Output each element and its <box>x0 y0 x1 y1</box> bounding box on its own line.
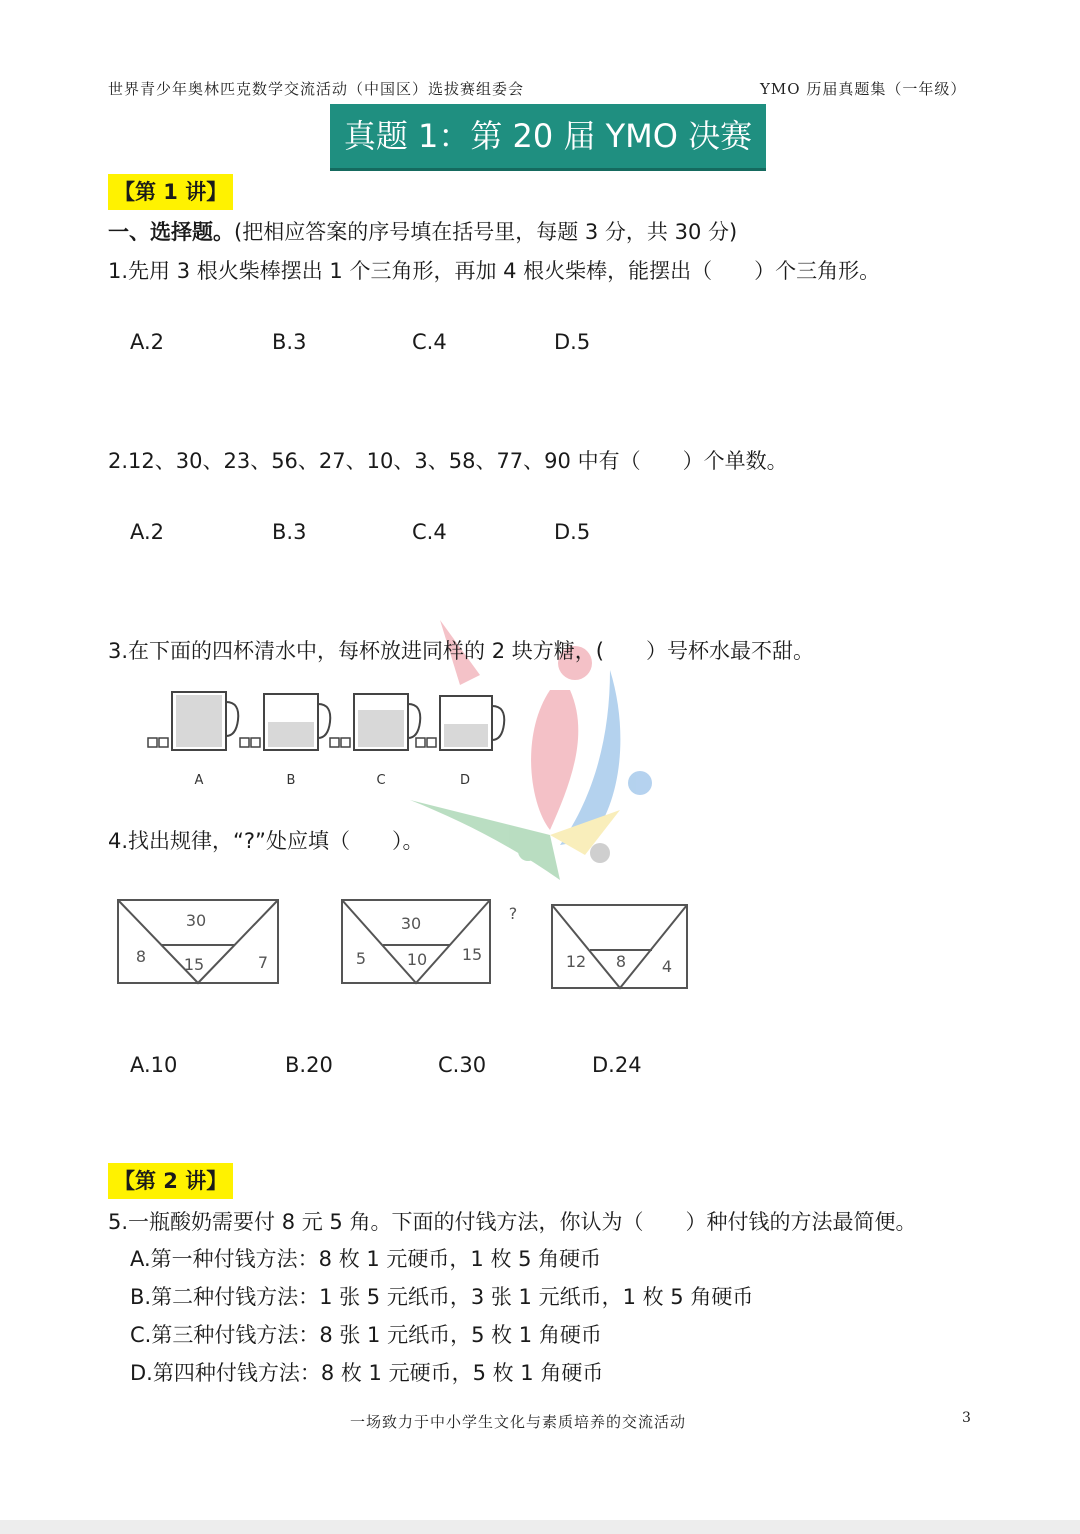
fig3-right: 4 <box>661 957 673 976</box>
fig3-center: 8 <box>615 952 627 971</box>
question-1-text: 1.先用 3 根火柴棒摆出 1 个三角形，再加 4 根火柴棒，能摆出（ ）个三角形。 <box>108 259 881 283</box>
footer-slogan: 一场致力于中小学生文化与素质培养的交流活动 <box>350 1413 687 1431</box>
q5-option-a: A.第一种付钱方法：8 枚 1 元硬币，1 枚 5 角硬币 <box>130 1247 602 1271</box>
cup-a <box>148 692 238 788</box>
page-number: 3 <box>962 1410 972 1426</box>
q5-option-d: D.第四种付钱方法：8 枚 1 元硬币，5 枚 1 角硬币 <box>130 1361 604 1385</box>
cup-b <box>240 694 330 788</box>
cups-figure <box>140 680 520 795</box>
cup-label-a: A <box>194 773 204 788</box>
header-organizer: 世界青少年奥林匹克数学交流活动（中国区）选拔赛组委会 <box>108 80 525 98</box>
cup-label-d: D <box>459 773 471 788</box>
fig1-top: 30 <box>185 911 207 930</box>
q1-option-c: C.4 <box>412 330 447 354</box>
q1-option-b: B.3 <box>272 330 307 354</box>
lecture-2-label: 【第 2 讲】 <box>108 1163 233 1199</box>
q2-option-d: D.5 <box>554 520 591 544</box>
pattern-figures <box>110 895 700 995</box>
q1-option-a: A.2 <box>130 330 165 354</box>
fig1-left: 8 <box>135 947 147 966</box>
q5-option-b: B.第二种付钱方法：1 张 5 元纸币，3 张 1 元纸币，1 枚 5 角硬币 <box>130 1285 754 1309</box>
header-collection-title: YMO 历届真题集（一年级） <box>760 80 967 98</box>
fig1-center: 15 <box>183 955 205 974</box>
fig2-right: 15 <box>461 945 483 964</box>
q4-option-c: C.30 <box>438 1053 487 1077</box>
q2-option-c: C.4 <box>412 520 447 544</box>
section-title: 一、选择题。 <box>108 220 234 244</box>
cup-label-b: B <box>286 773 296 788</box>
q4-option-a: A.10 <box>130 1053 178 1077</box>
cup-label-c: C <box>376 773 386 788</box>
question-4-text: 4.找出规律，“?”处应填（ ）。 <box>108 829 424 853</box>
fig2-center: 10 <box>406 950 428 969</box>
fig3-left: 12 <box>565 952 587 971</box>
q2-option-b: B.3 <box>272 520 307 544</box>
bottom-edge <box>0 1520 1080 1534</box>
q4-option-d: D.24 <box>592 1053 642 1077</box>
fig1-right: 7 <box>257 953 269 972</box>
question-5-text: 5.一瓶酸奶需要付 8 元 5 角。下面的付钱方法，你认为（ ）种付钱的方法最简便。 <box>108 1210 917 1234</box>
question-3-text: 3.在下面的四杯清水中，每杯放进同样的 2 块方糖，( ）号杯水最不甜。 <box>108 639 814 663</box>
fig2-left: 5 <box>355 949 367 968</box>
q1-option-d: D.5 <box>554 330 591 354</box>
q2-option-a: A.2 <box>130 520 165 544</box>
question-2-text: 2.12、30、23、56、27、10、3、58、77、90 中有（ ）个单数。 <box>108 449 788 473</box>
page-title: 真题 1：第 20 届 YMO 决赛 <box>330 104 766 171</box>
cup-d <box>416 696 504 788</box>
section-heading <box>108 216 737 246</box>
q4-option-b: B.20 <box>285 1053 333 1077</box>
fig2-top: 30 <box>400 914 422 933</box>
cup-c <box>330 694 420 788</box>
fig3-question-mark: ? <box>508 904 518 923</box>
section-note: (把相应答案的序号填在括号里，每题 3 分，共 30 分) <box>234 220 738 244</box>
q5-option-c: C.第三种付钱方法：8 张 1 元纸币，5 枚 1 角硬币 <box>130 1323 602 1347</box>
lecture-1-label: 【第 1 讲】 <box>108 174 233 210</box>
